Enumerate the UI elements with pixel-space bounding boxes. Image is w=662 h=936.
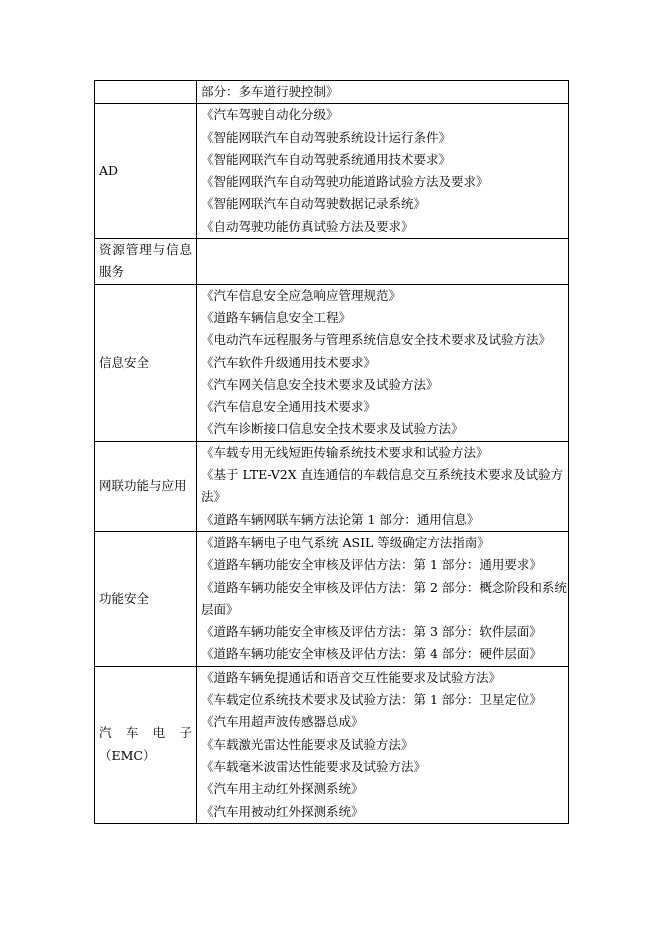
list-item: 《道路车辆功能安全审核及评估方法：第 2 部分：概念阶段和系统层面》 (201, 579, 567, 617)
category-cell (95, 531, 197, 666)
category-label: AD (99, 163, 119, 179)
list-item: 《车载专用无线短距传输系统技术要求和试验方法》 (201, 444, 489, 460)
table-row (95, 666, 569, 823)
category-label: 信息安全 (99, 354, 150, 370)
list-item: 《智能网联汽车自动驾驶系统通用技术要求》 (201, 151, 452, 167)
list-item: 《道路车辆免提通话和语音交互性能要求及试验方法》 (201, 669, 502, 685)
list-item: 《智能网联汽车自动驾驶系统设计运行条件》 (201, 129, 452, 145)
category-label: 功能安全 (99, 590, 150, 606)
list-item: 《道路车辆功能安全审核及评估方法：第 1 部分：通用要求》 (201, 557, 542, 573)
list-item: 《汽车信息安全应急响应管理规范》 (201, 287, 402, 303)
list-item: 《车载定位系统技术要求及试验方法：第 1 部分：卫星定位》 (201, 692, 542, 708)
table-row (95, 81, 569, 104)
list-item: 《基于 LTE-V2X 直连通信的车载信息交互系统技术要求及试验方法》 (201, 467, 564, 505)
items-cell (197, 531, 569, 666)
list-item: 《智能网联汽车自动驾驶功能道路试验方法及要求》 (201, 174, 489, 190)
items-cell (197, 104, 569, 239)
list-item: 《汽车诊断接口信息安全技术要求及试验方法》 (201, 421, 464, 437)
list-item: 《道路车辆网联车辆方法论第 1 部分：通用信息》 (201, 511, 480, 527)
list-item: 《道路车辆电子电气系统 ASIL 等级确定方法指南》 (201, 534, 490, 550)
list-item: 《车载激光雷达性能要求及试验方法》 (201, 736, 414, 752)
table-row (95, 239, 569, 285)
list-item: 《道路车辆功能安全审核及评估方法：第 4 部分：硬件层面》 (201, 646, 542, 662)
list-item: 《道路车辆功能安全审核及评估方法：第 3 部分：软件层面》 (201, 624, 542, 640)
list-item: 《汽车用超声波传感器总成》 (201, 714, 364, 730)
category-cell (95, 104, 197, 239)
category-label: 汽 车 电 子 (99, 725, 192, 741)
list-item: 《智能网联汽车自动驾驶数据记录系统》 (201, 196, 427, 212)
category-cell (95, 81, 197, 104)
category-label: 网联功能与应用 (99, 478, 187, 494)
category-label: （EMC） (99, 747, 156, 763)
items-cell (197, 666, 569, 823)
table-row (95, 284, 569, 441)
list-item: 《汽车驾驶自动化分级》 (201, 107, 339, 123)
items-cell (197, 284, 569, 441)
list-item: 《道路车辆信息安全工程》 (201, 309, 352, 325)
list-item: 《自动驾驶功能仿真试验方法及要求》 (201, 218, 414, 234)
list-item: 《汽车网关信息安全技术要求及试验方法》 (201, 376, 439, 392)
category-cell (95, 441, 197, 531)
standards-table (94, 80, 569, 824)
list-item: 部分：多车道行驶控制》 (201, 84, 339, 99)
list-item: 《汽车信息安全通用技术要求》 (201, 399, 377, 415)
list-item: 《汽车用被动红外探测系统》 (201, 803, 364, 819)
list-item: 《车载毫米波雷达性能要求及试验方法》 (201, 758, 427, 774)
table-row (95, 531, 569, 666)
category-cell (95, 284, 197, 441)
list-item: 《汽车用主动红外探测系统》 (201, 781, 364, 797)
table-row (95, 441, 569, 531)
items-cell (197, 81, 569, 104)
items-cell (197, 239, 569, 285)
table-row (95, 104, 569, 239)
list-item: 《汽车软件升级通用技术要求》 (201, 354, 377, 370)
list-item: 《电动汽车远程服务与管理系统信息安全技术要求及试验方法》 (201, 332, 552, 348)
items-cell (197, 441, 569, 531)
category-cell (95, 239, 197, 285)
category-cell (95, 666, 197, 823)
category-label: 资源管理与信息服务 (99, 242, 192, 280)
